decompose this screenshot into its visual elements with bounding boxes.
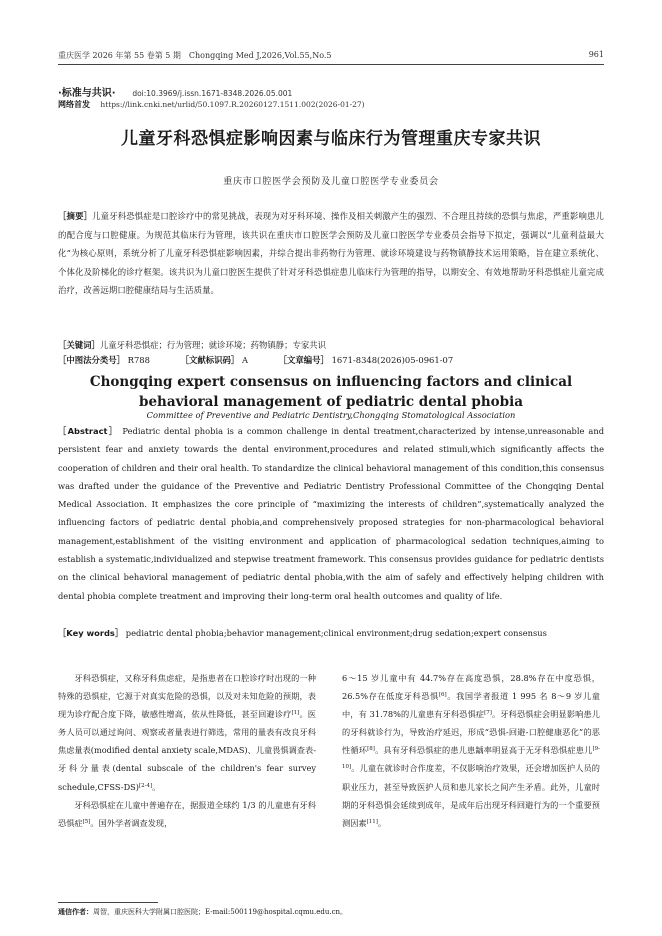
abstract-en-text: Pediatric dental phobia is a common challenge in dental treatment,characterized by intense,unreasonable and persistent fear and anxiety towards the dental environment,procedures and related stimuli,which significantly affects the cooperation of children and their oral health. To standardize the clinical behavioral management of this condition,this consensus was drafted under the guidance of the Preventive and Pediatric Dentistry Professional Committee of the Chongqing Dental Medical Association. It emphasizes the core principle of “maximizing the interests of children”,systematically analyzed the influencing factors of pediatric dental phobia,and comprehensively proposed strategies for non-pharmacological behavioral management,establishment of the visiting environment and application of pharmacological sedation techniques,aiming to establish a systematic,individualized and stepwise treatment framework. This consensus provides guidance for pediatric dentists on the clinical behavioral management of pediatric dental phobia,with the aim of safely and effectively helping children with dental phobia complete treatment and improving their long-term oral health outcomes and quality of life. (58, 426, 604, 601)
classification-line (58, 354, 604, 366)
category-line (58, 84, 292, 99)
body-paragraph: 牙科恐惧症在儿童中普遍存在，据报道全球约 1/3 的儿童患有牙科恐惧症[5]。国外学者调查发现， (58, 799, 316, 828)
online-first-line (58, 99, 365, 110)
running-head (58, 50, 604, 65)
footnote-divider (58, 902, 158, 903)
citation-ref[interactable]: [5] (82, 818, 91, 825)
citation-ref[interactable]: [8] (367, 746, 375, 753)
keywords-cn-label: ［关键词］ (58, 340, 100, 350)
category-label: ·标准与共识· (58, 88, 116, 99)
clc-value: R788 (127, 355, 150, 365)
abstract-chinese (58, 207, 604, 300)
doc-code-value: A (241, 355, 248, 365)
abstract-english (58, 422, 604, 605)
title-english: Chongqing expert consensus on influencing factors and clinical behavioral management of pediatric dental phobia (89, 374, 573, 410)
keywords-en-label: ［Key words］ (58, 628, 124, 638)
doc-code-label: ［文献标识码］ (180, 355, 240, 365)
citation-ref[interactable]: [9-10] (342, 746, 600, 771)
citation-ref[interactable]: [11] (366, 818, 378, 825)
body-paragraph: 牙科恐惧症，又称牙科焦虑症，是指患者在口腔诊疗时出现的一种特殊的恐惧症，它源于对真实危险的恐惧，以及对未知危险的预期，表现为诊疗配合度下降，敏感性增高，依从性降低，甚至回避诊疗[1]。医务人员可以通过询问、观察或者量表进行筛选，常用的量表有改良牙科焦虑量表(modified dental anxiety scale,MDAS)、儿童畏惧调查表-牙科分量表(dental subscale of the children's fear survey schedule,CFSS-DS)[2-4]。 (58, 673, 316, 792)
clc-label: ［中图法分类号］ (58, 355, 125, 365)
page-number: 961 (588, 50, 604, 59)
abstract-cn-label: ［摘要］ (58, 211, 93, 221)
body-paragraph: 6～15 岁儿童中有 44.7%存在高度恐惧，28.8%存在中度恐惧，26.5%存在低度牙科恐惧[6]。我国学者报道 1 995 名 8～9 岁儿童中，有 31.78%的儿童患有牙科恐惧症[7]。牙科恐惧症会明显影响患儿的牙科就诊行为，导致治疗延迟，形成“恐惧-回避-口腔健康恶化”的恶性循环[8]。具有牙科恐惧症的患儿患龋率明显高于无牙科恐惧症患儿[9-10]。儿童在就诊时合作度差，不仅影响治疗效果，还会增加医护人员的职业压力，甚至导致医护人员和患儿家长之间产生矛盾。此外，儿童时期的牙科恐惧会延续到成年，是成年后出现牙科回避行为的一个重要预测因素[11]。 (342, 673, 600, 828)
citation-ref[interactable]: [7] (484, 710, 492, 717)
author-chinese: 重庆市口腔医学会预防及儿童口腔医学专业委员会 (223, 177, 439, 187)
title-chinese: 儿童牙科恐惧症影响因素与临床行为管理重庆专家共识 (121, 129, 541, 149)
online-first-label: 网络首发 (58, 100, 90, 109)
citation-ref[interactable]: [2-4] (138, 782, 153, 789)
abstract-cn-text: 儿童牙科恐惧症是口腔诊疗中的常见挑战，表现为对牙科环境、操作及相关刺激产生的强烈、不合理且持续的恐惧与焦虑，严重影响患儿的配合度与口腔健康。为规范其临床行为管理，该共识在重庆市口腔医学会预防及儿童口腔医学专业委员会指导下拟定，强调以“儿童利益最大化”为核心原则，系统分析了儿童牙科恐惧症影响因素，并综合提出非药物行为管理、就诊环境建设与药物镇静技术运用策略，旨在建立系统化、个体化及阶梯化的诊疗框架。该共识为儿童口腔医生提供了针对牙科恐惧症患儿临床行为管理的指导，以期安全、有效地帮助牙科恐惧症儿童完成治疗，改善远期口腔健康结局与生活质量。 (58, 211, 605, 295)
keywords-english (58, 624, 604, 642)
keywords-cn-text: 儿童牙科恐惧症；行为管理；就诊环境；药物镇静；专家共识 (99, 340, 326, 350)
citation-ref[interactable]: [1] (291, 710, 300, 717)
doi: doi:10.3969/j.issn.1671-8348.2026.05.001 (132, 89, 293, 98)
article-no-label: ［文章编号］ (278, 355, 329, 365)
journal-citation: 重庆医学 2026 年第 55 卷第 5 期 Chongqing Med J,2026,Vol.55,No.5 (58, 51, 332, 60)
keywords-en-text: pediatric dental phobia;behavior management;clinical environment;drug sedation;expert consensus (125, 628, 547, 638)
body-column-right (342, 669, 600, 832)
body-column-left (58, 669, 316, 832)
keywords-chinese (58, 337, 604, 353)
author-english: Committee of Preventive and Pediatric Dentistry,Chongqing Stomatological Association (146, 410, 516, 420)
corresponding-author-footnote (58, 907, 604, 917)
online-first-url[interactable]: https://link.cnki.net/urlid/50.1097.R.20260127.1511.002(2026-01-27) (100, 100, 365, 109)
footnote-label: 通信作者： (58, 908, 93, 916)
abstract-en-label: ［Abstract］ (58, 426, 119, 436)
citation-ref[interactable]: [6] (438, 692, 447, 699)
footnote-text: 周智，重庆医科大学附属口腔医院；E-mail:500119@hospital.cqmu.edu.cn。 (93, 908, 348, 916)
article-no-value: 1671-8348(2026)05-0961-07 (331, 355, 454, 365)
